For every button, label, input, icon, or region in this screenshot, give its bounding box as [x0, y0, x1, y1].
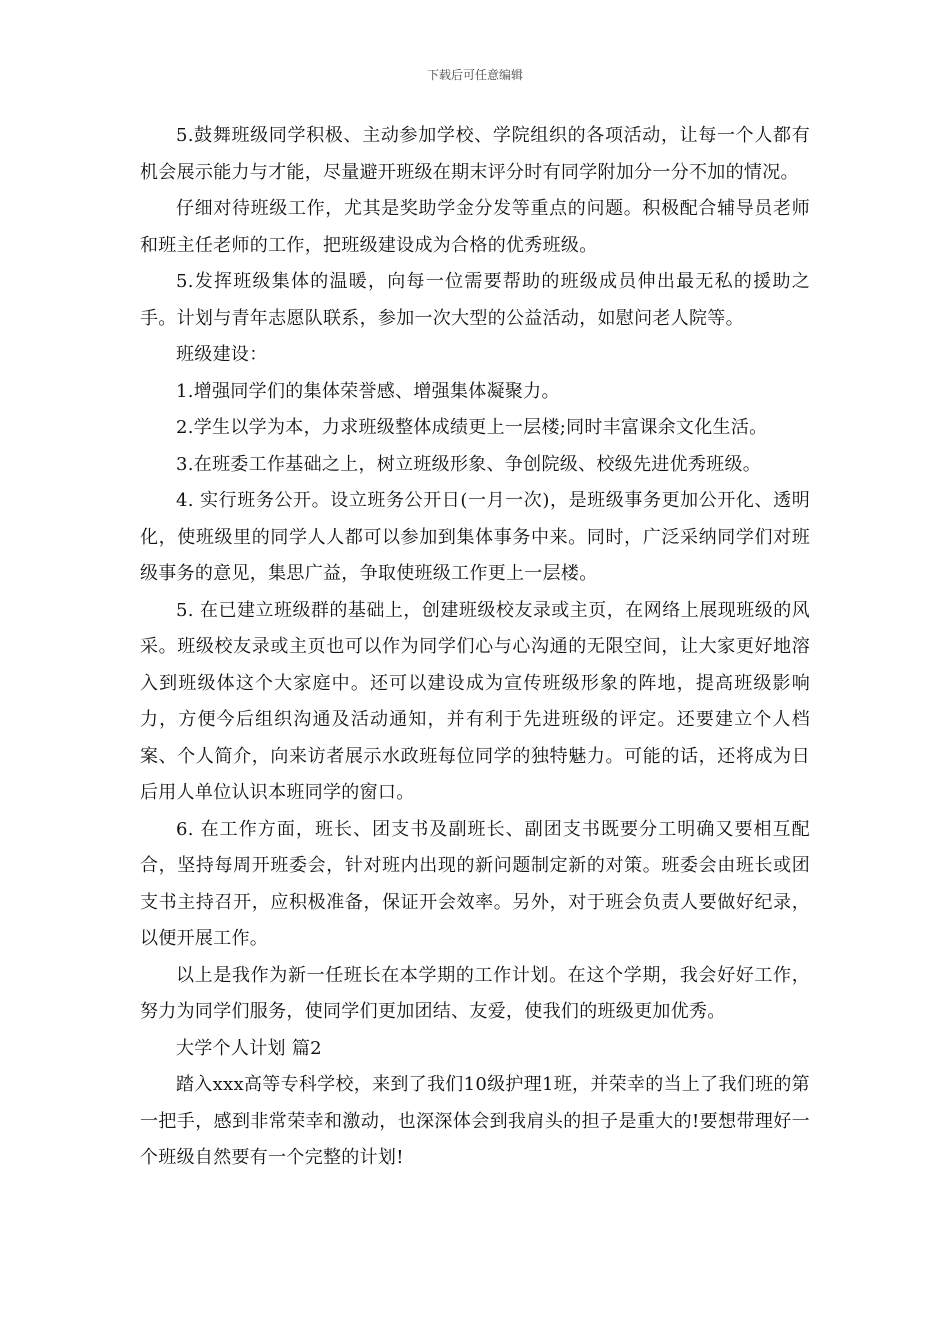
- section-heading-plan-2: 大学个人计划 篇2: [176, 1037, 322, 1059]
- paragraph-summary: 以上是我作为新一任班长在本学期的工作计划。在这个学期，我会好好工作，努力为同学们服务，使同学们更加团结、友爱，使我们的班级更加优秀。: [140, 964, 810, 1022]
- page-header: 下载后可任意编辑: [426, 68, 523, 82]
- paragraph-intro: 踏入xxx高等专科学校，来到了我们10级护理1班，并荣幸的当上了我们班的第一把手，感到非常荣幸和激动，也深深体会到我肩头的担子是重大的!要想带理好一个班级自然要有一个完整的计划!: [140, 1074, 810, 1168]
- paragraph-warmth: 5.发挥班级集体的温暖，向每一位需要帮助的班级成员伸出最无私的援助之手。计划与青年志愿队联系，参加一次大型的公益活动，如慰问老人院等。: [140, 271, 810, 329]
- list-item-5: 5. 在已建立班级群的基础上，创建班级校友录或主页，在网络上展现班级的风采。班级校友录或主页也可以作为同学们心与心沟通的无限空间，让大家更好地溶入到班级体这个大家庭中。还可以建设成为宣传班级形象的阵地，提高班级影响力，方便今后组织沟通及活动通知，并有利于先进班级的评定。还要建立个人档案、个人简介，向来访者展示水政班每位同学的独特魅力。可能的话，还将成为日后用人单位认识本班同学的窗口。: [140, 599, 810, 803]
- list-item-1: 1.增强同学们的集体荣誉感、增强集体凝聚力。: [176, 380, 560, 402]
- document-body: [140, 118, 810, 1177]
- list-item-3: 3.在班委工作基础之上，树立班级形象、争创院级、校级先进优秀班级。: [176, 453, 762, 475]
- list-item-2: 2.学生以学为本，力求班级整体成绩更上一层楼;同时丰富课余文化生活。: [176, 417, 768, 438]
- paragraph-activities: 5.鼓舞班级同学积极、主动参加学校、学院组织的各项活动，让每一个人都有机会展示能力与才能，尽量避开班级在期末评分时有同学附加分一分不加的情况。: [140, 125, 810, 183]
- paragraph-scholarship: 仔细对待班级工作，尤其是奖助学金分发等重点的问题。积极配合辅导员老师和班主任老师的工作，把班级建设成为合格的优秀班级。: [140, 198, 810, 256]
- list-item-4: 4. 实行班务公开。设立班务公开日(一月一次)，是班级事务更加公开化、透明化，使班级里的同学人人都可以参加到集体事务中来。同时，广泛采纳同学们对班级事务的意见，集思广益，争取使班级工作更上一层楼。: [140, 490, 810, 584]
- section-heading-class-building: 班级建设：: [176, 344, 268, 365]
- list-item-6: 6. 在工作方面，班长、团支书及副班长、副团支书既要分工明确又要相互配合，坚持每周开班委会，针对班内出现的新问题制定新的对策。班委会由班长或团支书主持召开，应积极准备，保证开会效率。另外，对于班会负责人要做好纪录，以便开展工作。: [140, 818, 810, 949]
